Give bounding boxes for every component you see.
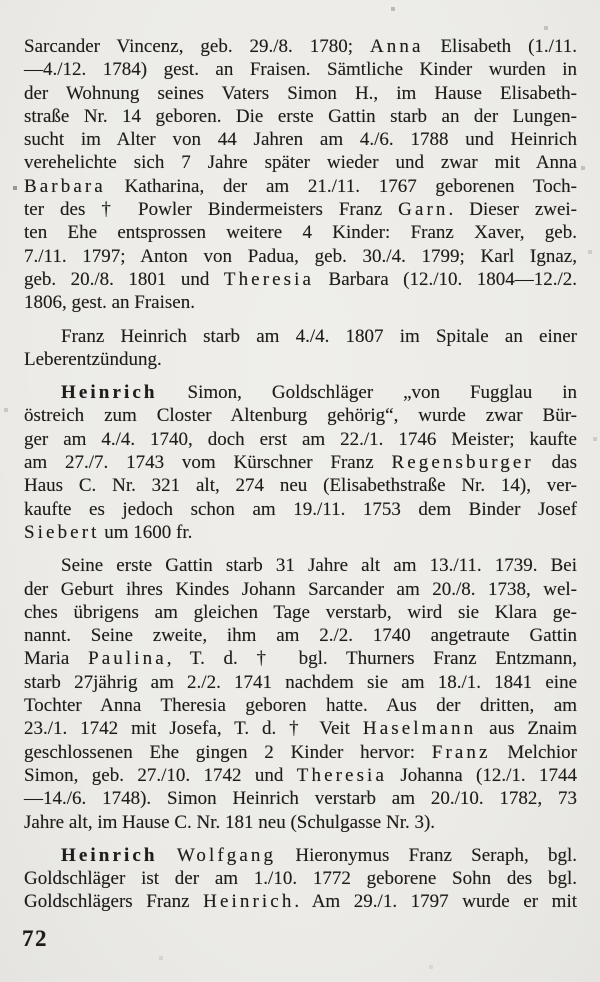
text-segment: der Wohnung seines Vaters Simon H., im Hause Elisabeth- bbox=[24, 82, 577, 104]
bold-name-segment: Heinrich bbox=[61, 844, 158, 866]
text-segment: östreich zum Closter Altenburg gehörig“, wurde zwar Bür- bbox=[24, 405, 577, 427]
paragraph bbox=[24, 554, 577, 834]
text-line bbox=[24, 198, 577, 221]
text-segment: das bbox=[533, 452, 578, 474]
text-line bbox=[24, 325, 577, 348]
text-segment: Jahre alt, im Hause C. Nr. 181 neu (Schulgasse Nr. 3). bbox=[24, 811, 436, 833]
scan-artifacts bbox=[0, 0, 2, 2]
text-line bbox=[24, 128, 577, 151]
text-line bbox=[24, 521, 577, 544]
text-segment: Elisabeth (1./11. bbox=[423, 36, 577, 57]
text-line bbox=[24, 58, 577, 81]
spaced-name-segment: Wolfgang bbox=[176, 844, 277, 866]
text-segment: verehelichte sich 7 Jahre später wieder und zwar mit Anna bbox=[24, 152, 577, 174]
text-line bbox=[24, 647, 577, 670]
text-line bbox=[24, 381, 577, 404]
text-segment: nannt. Seine zweite, ihm am 2./2. 1740 angetraute Gattin bbox=[24, 625, 577, 647]
text-segment: aus Znaim bbox=[476, 718, 577, 740]
text-line bbox=[24, 291, 577, 314]
text-line bbox=[24, 451, 577, 474]
text-segment: , T. d. † bgl. Thurners Franz Entzmann, bbox=[166, 648, 577, 670]
text-segment: —14./6. 1748). Simon Heinrich verstarb am 20./10. 1782, 73 bbox=[24, 788, 577, 810]
text-line bbox=[24, 348, 577, 371]
text-line bbox=[24, 151, 577, 174]
text-line bbox=[24, 175, 577, 198]
paragraph bbox=[24, 844, 577, 914]
text-segment: um 1600 fr. bbox=[99, 521, 193, 543]
spaced-name-segment: Paulina bbox=[88, 648, 167, 670]
paragraph bbox=[24, 325, 577, 372]
text-segment: ches übrigens am gleichen Tage verstarb, wird sie Klara ge- bbox=[24, 601, 577, 623]
text-segment: Maria bbox=[24, 648, 89, 670]
text-segment: 1806, gest. an Fraisen. bbox=[24, 292, 195, 314]
spaced-name-segment: Theresia bbox=[223, 268, 315, 290]
text-segment: straße Nr. 14 geboren. Die erste Gattin starb an der Lungen- bbox=[24, 105, 577, 127]
text-segment: Tochter Anna Theresia geboren hatte. Aus der dritten, am bbox=[24, 695, 577, 717]
paragraph bbox=[24, 381, 577, 544]
spaced-name-segment: Franz bbox=[431, 741, 491, 763]
spaced-name-segment: Siebert bbox=[24, 521, 100, 543]
paragraph bbox=[24, 35, 577, 315]
spaced-name-segment: Regensburger bbox=[391, 452, 534, 474]
text-line bbox=[24, 741, 577, 764]
text-line bbox=[24, 844, 577, 867]
text-line bbox=[24, 578, 577, 601]
text-line bbox=[24, 867, 577, 890]
spaced-name-segment: Anna bbox=[369, 36, 424, 57]
page-text-block bbox=[24, 35, 577, 914]
text-line bbox=[24, 35, 577, 58]
text-line bbox=[24, 671, 577, 694]
text-line bbox=[24, 717, 577, 740]
text-segment: kaufte es jedoch schon am 19./11. 1753 dem Binder Josef bbox=[24, 498, 577, 520]
text-segment: —4./12. 1784) gest. an Fraisen. Sämtliche Kinder wurden in bbox=[24, 59, 577, 81]
text-segment: Simon, Goldschläger „von Fugglau in bbox=[157, 382, 577, 404]
text-segment: Melchior bbox=[490, 741, 577, 763]
text-line bbox=[24, 787, 577, 810]
text-segment: geb. 20./8. 1801 und bbox=[24, 268, 224, 290]
text-segment: Haus C. Nr. 321 alt, 274 neu (Elisabethstraße Nr. 14), ver- bbox=[24, 475, 577, 497]
text-segment: Leberentzündung. bbox=[24, 348, 162, 370]
text-segment: Goldschlägers Franz bbox=[24, 891, 204, 913]
text-line bbox=[24, 404, 577, 427]
bold-name-segment: Heinrich bbox=[61, 382, 158, 404]
text-segment: geschlossenen Ehe gingen 2 Kinder hervor: bbox=[24, 741, 432, 763]
text-line bbox=[24, 601, 577, 624]
text-segment: Simon, geb. 27./10. 1742 und bbox=[24, 764, 297, 786]
text-segment: Johanna (12./1. 1744 bbox=[386, 764, 577, 786]
text-segment: . Dieser zwei- bbox=[448, 199, 578, 221]
text-line bbox=[24, 624, 577, 647]
spaced-name-segment: Haselmann bbox=[362, 718, 477, 740]
text-segment: Goldschläger ist der am 1./10. 1772 geborene Sohn des bgl. bbox=[24, 868, 577, 890]
text-line bbox=[24, 694, 577, 717]
text-line bbox=[24, 498, 577, 521]
text-line bbox=[24, 268, 577, 291]
spaced-name-segment: Heinrich bbox=[203, 891, 295, 913]
text-segment: Barbara (12./10. 1804—12./2. bbox=[314, 268, 578, 290]
text-segment: ger am 4./4. 1740, doch erst am 22./1. 1746 Meister; kaufte bbox=[24, 428, 577, 450]
text-segment: ter des † Powler Bindermeisters Franz bbox=[24, 199, 399, 221]
text-segment bbox=[158, 845, 177, 866]
text-segment: Seine erste Gattin starb 31 Jahre alt am 13./11. 1739. Bei bbox=[61, 555, 577, 577]
text-line bbox=[24, 221, 577, 244]
text-line bbox=[24, 82, 577, 105]
text-line bbox=[24, 764, 577, 787]
text-segment: 7./11. 1797; Anton von Padua, geb. 30./4. 1799; Karl Ignaz, bbox=[24, 245, 577, 267]
text-segment: Franz Heinrich starb am 4./4. 1807 im Spitale an einer bbox=[61, 325, 577, 347]
spaced-name-segment: Garn bbox=[398, 199, 449, 221]
text-line bbox=[24, 554, 577, 577]
text-segment: Katharina, der am 21./11. 1767 geborenen Toch- bbox=[105, 175, 577, 197]
spaced-name-segment: Theresia bbox=[296, 764, 387, 786]
text-line bbox=[24, 890, 577, 913]
text-line bbox=[24, 428, 577, 451]
text-line bbox=[24, 474, 577, 497]
text-segment: . Am 29./1. 1797 wurde er mit bbox=[294, 891, 577, 913]
text-segment: Sarcander Vincenz, geb. 29./8. 1780; bbox=[24, 36, 370, 57]
text-segment: ten Ehe entsprossen weitere 4 Kinder: Franz Xaver, geb. bbox=[24, 222, 577, 244]
text-line bbox=[24, 245, 577, 268]
text-segment: am 27./7. 1743 vom Kürschner Franz bbox=[24, 452, 392, 474]
text-line bbox=[24, 105, 577, 128]
text-line bbox=[24, 811, 577, 834]
text-segment: Hieronymus Franz Seraph, bgl. bbox=[276, 844, 578, 866]
text-segment: sucht im Alter von 44 Jahren am 4./6. 1788 und Heinrich bbox=[24, 129, 577, 151]
page-number: 72 bbox=[22, 926, 48, 951]
text-segment: starb 27jährig am 2./2. 1741 nachdem sie am 18./1. 1841 eine bbox=[24, 671, 577, 693]
text-segment: 23./1. 1742 mit Josefa, T. d. † Veit bbox=[24, 718, 363, 740]
text-segment: der Geburt ihres Kindes Johann Sarcander am 20./8. 1738, wel- bbox=[24, 578, 577, 600]
spaced-name-segment: Barbara bbox=[24, 175, 106, 197]
